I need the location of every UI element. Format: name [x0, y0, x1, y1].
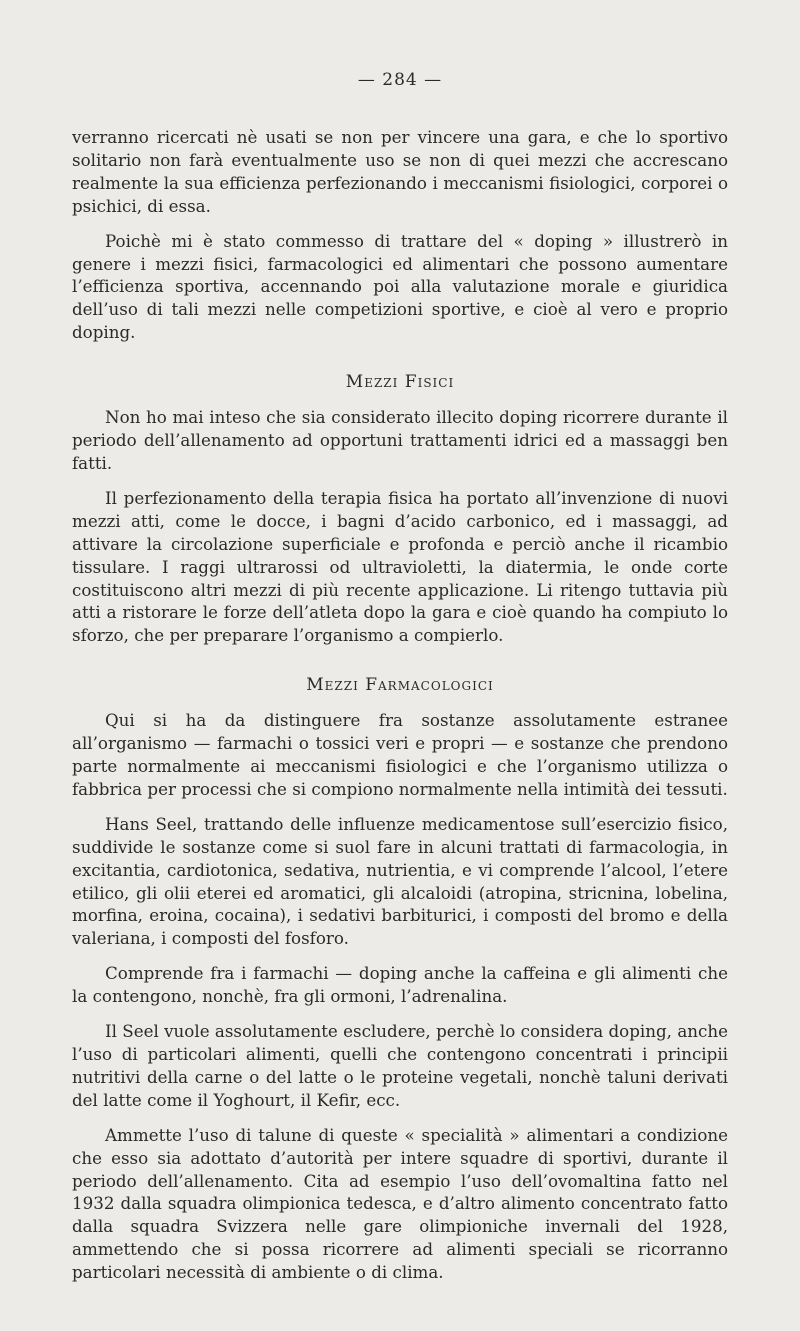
page-number: — 284 —	[357, 70, 443, 90]
section-heading-mezzi-fisici: Mezzi Fisici	[345, 372, 455, 393]
paragraph-continued: verranno ricercati nè usati se non per vincere una gara, e che lo sportivo solitario non farà eventualmente uso se non di quei mezzi che accrescano realmente la sua efficienza perfezionando i meccanismi fisiologici, corporei o psichici, di essa.	[72, 127, 728, 216]
paragraph-farmacologici-1: Qui si ha da distinguere fra sostanze assolutamente estranee all’organismo — farmachi o tossici veri e propri — e sostanze che prendono parte normalmente ai meccanismi fisiologici e che l’organismo utilizza o fabbrica per processi che si compiono normalmente nella intimità dei tessuti.	[72, 710, 728, 799]
paragraph-farmacologici-3: Comprende fra i farmachi — doping anche la caffeina e gli alimenti che la contengono, nonchè, fra gli ormoni, l’adrenalina.	[72, 963, 728, 1007]
paragraph-doping-intro: Poichè mi è stato commesso di trattare del « doping » illustrerò in genere i mezzi fisici, farmacologici ed alimentari che possono aumentare l’efficienza sportiva, accennando poi alla valutazione morale e giuridica dell’uso di tali mezzi nelle competizioni sportive, e cioè al vero e proprio doping.	[72, 230, 728, 343]
paragraph-farmacologici-5: Ammette l’uso di talune di queste « specialità » alimentari a condizione che esso sia adottato d’autorità per intere squadre di sportivi, durante il periodo dell’allenamento. Cita ad esempio l’uso dell’ovomaltina fatto nel 1932 dalla squadra olimpionica tedesca, e d’altro alimento concentrato fatto dalla squadra Svizzera nelle gare olimpioniche invernali del 1928, ammettendo che si possa ricorrere ad alimenti speciali se ricorranno particolari necessità di ambiente o di clima.	[72, 1124, 728, 1283]
paragraph-fisici-1: Non ho mai inteso che sia considerato illecito doping ricorrere durante il periodo dell’allenamento ad opportuni trattamenti idrici ed a massaggi ben fatti.	[72, 407, 728, 473]
paragraph-farmacologici-4: Il Seel vuole assolutamente escludere, perchè lo considera doping, anche l’uso di particolari alimenti, quelli che contengono concentrati i principii nutritivi della carne o del latte o le proteine vegetali, nonchè taluni derivati del latte come il Yoghourt, il Kefir, ecc.	[72, 1021, 728, 1110]
paragraph-farmacologici-2: Hans Seel, trattando delle influenze medicamentose sull’esercizio fisico, suddivide le sostanze come si suol fare in alcuni trattati di farmacologia, in excitantia, cardiotonica, sedativa, nutrientia, e vi comprende l’alcool, l’etere etilico, gli olii eterei ed aromatici, gli alcaloidi (atropina, stricnina, lobelina, morfina, eroina, cocaina), i sedativi barbiturici, i composti del bromo e della valeriana, i composti del fosforo.	[72, 813, 728, 949]
section-heading-mezzi-farmacologici: Mezzi Farmacologici	[306, 675, 494, 696]
paragraph-fisici-2: Il perfezionamento della terapia fisica ha portato all’invenzione di nuovi mezzi atti, come le docce, i bagni d’acido carbonico, ed i massaggi, ad attivare la circolazione superficiale e profonda e perciò anche il ricambio tissulare. I raggi ultrarossi od ultravioletti, la diatermia, le onde corte costituiscono altri mezzi di più recente applicazione. Li ritengo tuttavia più atti a ristorare le forze dell’atleta dopo la gara e cioè quando ha compiuto lo sforzo, che per preparare l’organismo a compierlo.	[72, 487, 728, 646]
